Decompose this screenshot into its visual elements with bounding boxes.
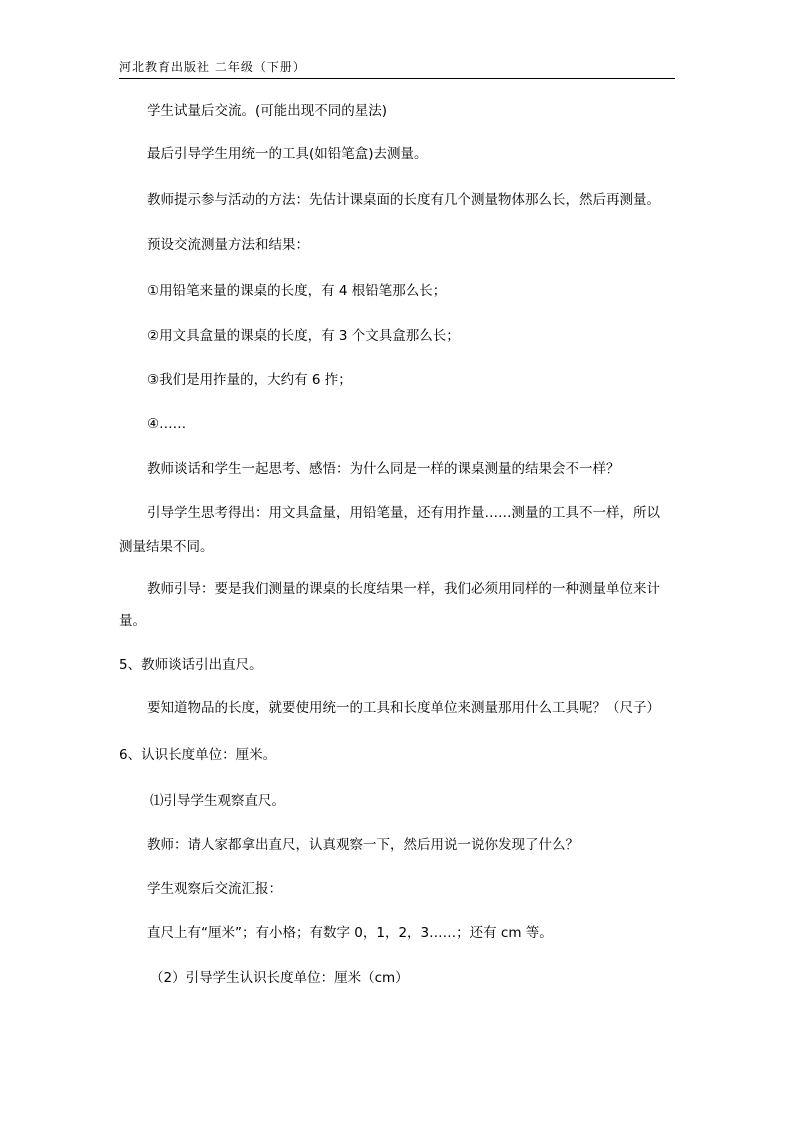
text-line: 教师引导：要是我们测量的课桌的长度结果一样，我们必须用同样的一种测量单位来计	[147, 581, 660, 597]
text-line: 直尺上有“厘米”；有小格；有数字 0，1，2，3……；还有 cm 等。	[147, 925, 553, 941]
section-heading-5: 5、教师谈话引出直尺。	[119, 657, 263, 673]
text-line: ③我们是用拃量的，大约有 6 拃；	[147, 372, 352, 388]
text-line: 学生观察后交流汇报：	[147, 881, 282, 897]
text-line: ④……	[147, 416, 187, 432]
section-heading-6: 6、认识长度单位：厘米。	[119, 747, 277, 763]
text-line: 量。	[119, 613, 146, 629]
text-line: 学生试量后交流。(可能出现不同的星法)	[147, 103, 388, 119]
text-line: 教师谈话和学生一起思考、感悟：为什么同是一样的课桌测量的结果会不一样？	[147, 461, 620, 477]
text-line: 教师：请人家都拿出直尺，认真观察一下，然后用说一说你发现了什么？	[147, 837, 579, 853]
text-line: 测量结果不同。	[119, 539, 214, 555]
text-line: 引导学生思考得出：用文具盒量，用铅笔量，还有用拃量……测量的工具不一样，所以	[147, 505, 660, 521]
text-line: ①用铅笔来量的课桌的长度，有 4 根铅笔那么长；	[147, 283, 447, 299]
page-header	[119, 56, 675, 79]
text-line: （2）引导学生认识长度单位：厘米（cm）	[150, 970, 409, 986]
text-line: 教师提示参与活动的方法：先估计课桌面的长度有几个测量物体那么长，然后再测量。	[147, 192, 660, 208]
text-line: ⑴引导学生观察直尺。	[150, 793, 285, 809]
text-line: ②用文具盒量的课桌的长度，有 3 个文具盒那么长；	[147, 328, 460, 344]
header-text: 河北教育出版社 二年级（下册）	[119, 60, 306, 74]
text-line: 要知道物品的长度，就要使用统一的工具和长度单位来测量那用什么工具呢？（尺子）	[147, 700, 660, 716]
text-line: 预设交流测量方法和结果：	[147, 237, 309, 253]
text-line: 最后引导学生用统一的工具(如铅笔盒)去测量。	[147, 146, 428, 162]
